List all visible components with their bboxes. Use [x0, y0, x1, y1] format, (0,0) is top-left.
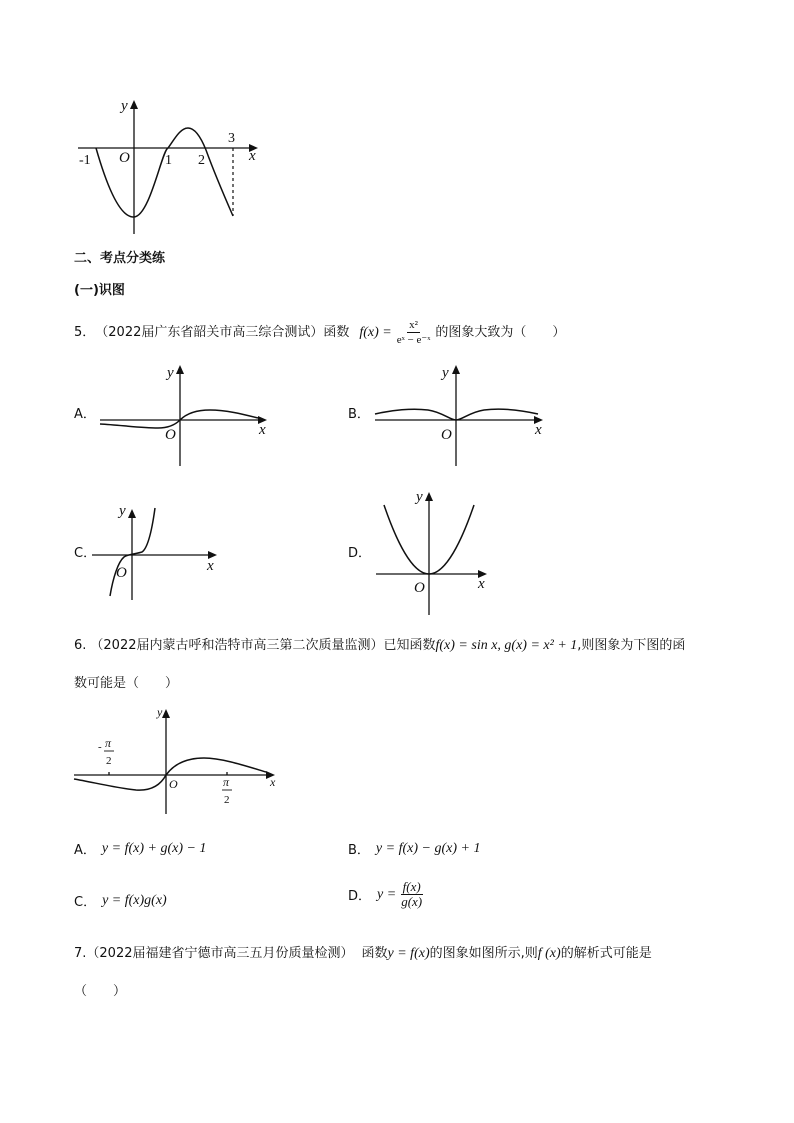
top-y-label: y [121, 98, 128, 114]
q6-option-c-expr: y = f(x)g(x) [102, 892, 167, 908]
q6-source: （2022届内蒙古呼和浩特市高三第二次质量监测）已知函数 [90, 638, 436, 653]
q6-option-d[interactable] [348, 880, 427, 909]
q5-option-c-label[interactable]: C． [74, 546, 97, 561]
top-x-label: x [249, 148, 256, 164]
q5b-origin: O [441, 427, 452, 443]
q6-funcs: f(x) = sin x, g(x) = x² + 1 [435, 638, 578, 653]
q7-middle: 函数 [361, 946, 388, 961]
q5a-x-label: x [259, 422, 266, 438]
q7-stem-line2: （ ） [74, 984, 127, 999]
q5c-x-label: x [207, 558, 214, 574]
q5b-x-label: x [535, 422, 542, 438]
q6-option-b-label: B． [348, 843, 370, 858]
top-tick-3: 3 [228, 131, 235, 146]
q5-source: （2022届广东省韶关市高三综合测试）函数 [95, 324, 350, 340]
q6-y-label: y [157, 705, 163, 719]
top-tick-1: 1 [165, 153, 172, 168]
q6-option-c-label: C． [74, 895, 97, 910]
q5d-origin: O [414, 580, 425, 596]
subsection-title: (一)识图 [74, 283, 125, 298]
q6-origin: O [169, 777, 178, 791]
q7-func: y = f(x) [387, 946, 430, 961]
q6-pos-pi: π [223, 775, 230, 789]
q5c-origin: O [116, 565, 127, 581]
q6-number: 6. [74, 638, 87, 653]
q6-option-d-label: D． [348, 889, 372, 904]
q5-option-a-label[interactable]: A． [74, 407, 96, 422]
q6-pos-two: 2 [224, 794, 230, 806]
q6-option-b-expr: y = f(x) − g(x) + 1 [375, 840, 481, 856]
q6-option-d-den: g(x) [401, 894, 423, 909]
q7-stem-line1 [74, 944, 652, 964]
q6-option-d-lhs: y = [377, 886, 397, 902]
q6-option-a[interactable] [74, 839, 206, 858]
q7-func2: f (x) [537, 946, 561, 961]
q6-neg-pi: π [105, 736, 112, 750]
q6-x-label: x [270, 775, 276, 789]
q7-number: 7. [74, 946, 87, 961]
q5d-y-label: y [416, 489, 423, 505]
q6-tail: ,则图象为下图的函 [577, 638, 686, 653]
q6-option-c[interactable] [74, 891, 167, 910]
q5a-y-label: y [167, 365, 174, 381]
q6-option-d-num: f(x) [402, 879, 421, 894]
section-title: 二、考点分类练 [74, 251, 166, 266]
q6-option-d-fraction [399, 880, 424, 909]
q5d-x-label: x [478, 576, 485, 592]
q6-option-a-expr: y = f(x) + g(x) − 1 [101, 840, 207, 856]
q5-option-d-label[interactable]: D． [348, 546, 372, 561]
q7-tail1: 的图象如图所示,则 [429, 946, 538, 961]
q5-frac-den: eˣ − e⁻ˣ [396, 334, 431, 346]
q7-tail2: 的解析式可能是 [560, 946, 652, 961]
top-tick-2: 2 [198, 153, 205, 168]
q5-frac-num: x² [409, 319, 418, 331]
q5-func-lhs: f(x) = [359, 324, 392, 340]
q5-number: 5． [74, 324, 96, 340]
q5c-y-label: y [119, 503, 126, 519]
q5-tail: 的图象大致为（ ） [435, 324, 566, 340]
q6-neg-two: 2 [106, 755, 112, 767]
q5b-y-label: y [442, 365, 449, 381]
q6-neg-sign: - [98, 741, 102, 753]
q5a-origin: O [165, 427, 176, 443]
top-tick-minus1: -1 [79, 153, 91, 168]
q6-option-b[interactable] [348, 839, 480, 858]
q5-option-b-label[interactable]: B． [348, 407, 370, 422]
q7-source: （2022届福建省宁德市高三五月份质量检测） [86, 946, 354, 961]
q6-stem-line2: 数可能是（ ） [74, 676, 179, 691]
q6-y-arrow [162, 709, 170, 718]
q6-option-a-label: A． [74, 843, 96, 858]
top-origin-label: O [119, 150, 130, 166]
